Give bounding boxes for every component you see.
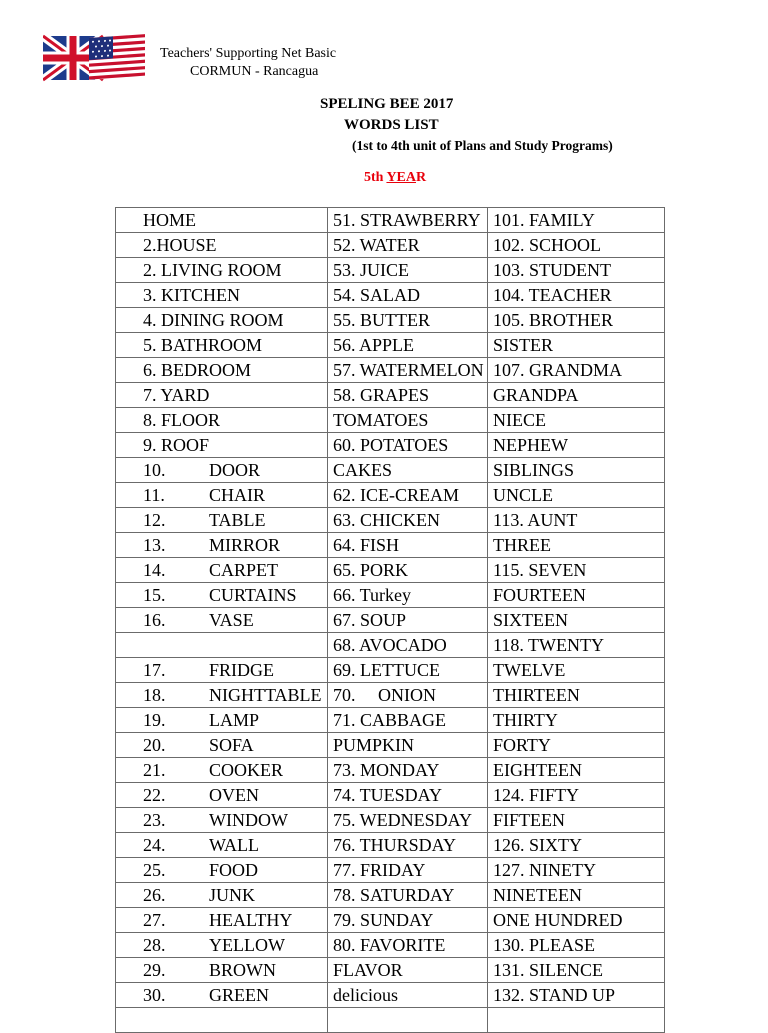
word-cell-col2 <box>328 283 488 308</box>
word-cell-col2 <box>328 808 488 833</box>
word-cell-col2 <box>328 333 488 358</box>
table-row <box>116 383 665 408</box>
word-cell-col3: NINETEEN <box>488 883 665 908</box>
table-row <box>116 833 665 858</box>
word-cell-col1 <box>116 533 328 558</box>
word-number: 15. <box>143 585 166 605</box>
word-cell-col2 <box>328 983 488 1008</box>
word-cell-col3: 101. FAMILY <box>488 208 665 233</box>
table-row <box>116 258 665 283</box>
word-text: 60. POTATOES <box>333 435 449 455</box>
word-number: 30. <box>143 985 166 1005</box>
word-text: 76. THURSDAY <box>333 835 457 855</box>
word-cell-col1 <box>116 833 328 858</box>
word-cell-col2 <box>328 683 488 708</box>
word-number: 25. <box>143 860 166 880</box>
word-cell-col3: THIRTY <box>488 708 665 733</box>
word-text: 77. FRIDAY <box>333 860 426 880</box>
table-row <box>116 283 665 308</box>
org-name-line2: CORMUN - Rancagua <box>190 64 319 79</box>
table-row <box>116 583 665 608</box>
word-number: 12. <box>143 510 166 530</box>
table-row <box>116 1008 665 1033</box>
table-row <box>116 233 665 258</box>
word-cell-col2 <box>328 1008 488 1033</box>
word-text: CHAIR <box>209 485 266 505</box>
word-text: VASE <box>209 610 254 630</box>
word-number: 26. <box>143 885 166 905</box>
word-cell-col1 <box>116 683 328 708</box>
table-row <box>116 858 665 883</box>
word-cell-col1 <box>116 708 328 733</box>
word-cell-col2 <box>328 358 488 383</box>
word-cell-col2 <box>328 433 488 458</box>
table-row <box>116 508 665 533</box>
word-cell-col2 <box>328 458 488 483</box>
word-cell-col1 <box>116 633 328 658</box>
word-text: 64. FISH <box>333 535 400 555</box>
org-name-line1: Teachers' Supporting Net Basic <box>160 46 337 61</box>
word-cell-col3: NEPHEW <box>488 433 665 458</box>
word-cell-col2 <box>328 933 488 958</box>
word-text: 52. WATER <box>333 235 420 255</box>
document-subtitle: WORDS LIST <box>344 117 439 133</box>
word-cell-col2 <box>328 258 488 283</box>
word-text: LAMP <box>209 710 260 730</box>
word-cell-col1 <box>116 808 328 833</box>
word-text: FLAVOR <box>333 960 403 980</box>
word-cell-col1 <box>116 883 328 908</box>
word-cell-col2 <box>328 783 488 808</box>
word-text: WALL <box>209 835 259 855</box>
word-cell-col1: 6. BEDROOM <box>116 358 328 383</box>
word-text: FRIDGE <box>209 660 275 680</box>
word-cell-col1 <box>116 608 328 633</box>
word-cell-col1 <box>116 483 328 508</box>
word-cell-col3: 107. GRANDMA <box>488 358 665 383</box>
word-text: 51. STRAWBERRY <box>333 210 481 230</box>
word-cell-col3: FORTY <box>488 733 665 758</box>
table-row <box>116 683 665 708</box>
word-text: FOOD <box>209 860 259 880</box>
word-cell-col3: SIXTEEN <box>488 608 665 633</box>
word-text: 78. SATURDAY <box>333 885 455 905</box>
word-text: TABLE <box>209 510 266 530</box>
word-cell-col1: 9. ROOF <box>116 433 328 458</box>
table-row <box>116 433 665 458</box>
word-cell-col1: 2.HOUSE <box>116 233 328 258</box>
table-row <box>116 308 665 333</box>
word-cell-col1 <box>116 1008 328 1033</box>
word-cell-col2 <box>328 308 488 333</box>
table-row <box>116 608 665 633</box>
word-number: 14. <box>143 560 166 580</box>
word-number: 16. <box>143 610 166 630</box>
word-cell-col1 <box>116 758 328 783</box>
grade-year-label <box>364 169 426 186</box>
table-row <box>116 908 665 933</box>
table-row <box>116 458 665 483</box>
word-cell-col2 <box>328 608 488 633</box>
word-text: 62. ICE-CREAM <box>333 485 459 505</box>
table-row <box>116 333 665 358</box>
word-cell-col3: 126. SIXTY <box>488 833 665 858</box>
word-number: 11. <box>143 485 165 505</box>
word-text: PUMPKIN <box>333 735 415 755</box>
table-row <box>116 808 665 833</box>
word-text: 53. JUICE <box>333 260 409 280</box>
word-cell-col2 <box>328 708 488 733</box>
document-title: SPELING BEE 2017 <box>320 96 454 112</box>
table-row <box>116 733 665 758</box>
word-cell-col1 <box>116 983 328 1008</box>
word-text: 80. FAVORITE <box>333 935 446 955</box>
word-cell-col1: 3. KITCHEN <box>116 283 328 308</box>
word-number: 23. <box>143 810 166 830</box>
word-cell-col2 <box>328 583 488 608</box>
word-text: CAKES <box>333 460 393 480</box>
word-cell-col1 <box>116 958 328 983</box>
word-cell-col3: 103. STUDENT <box>488 258 665 283</box>
word-cell-col2 <box>328 908 488 933</box>
word-cell-col3: 102. SCHOOL <box>488 233 665 258</box>
word-text: OVEN <box>209 785 259 805</box>
word-cell-col2 <box>328 758 488 783</box>
table-row <box>116 533 665 558</box>
word-text: DOOR <box>209 460 261 480</box>
word-cell-col1 <box>116 458 328 483</box>
word-cell-col1: HOME <box>116 208 328 233</box>
word-number: 19. <box>143 710 166 730</box>
word-number: 28. <box>143 935 166 955</box>
table-row <box>116 658 665 683</box>
word-cell-col2 <box>328 858 488 883</box>
word-text: WINDOW <box>209 810 288 830</box>
table-row <box>116 783 665 808</box>
word-cell-col2 <box>328 483 488 508</box>
grade-year-underlined: YEA <box>386 170 416 185</box>
word-number: 13. <box>143 535 166 555</box>
word-cell-col3: ONE HUNDRED <box>488 908 665 933</box>
word-number: 20. <box>143 735 166 755</box>
word-text: GREEN <box>209 985 269 1005</box>
table-row <box>116 633 665 658</box>
word-cell-col1 <box>116 908 328 933</box>
word-text: 57. WATERMELON <box>333 360 484 380</box>
word-cell-col1: 7. YARD <box>116 383 328 408</box>
word-cell-col1 <box>116 783 328 808</box>
table-row <box>116 483 665 508</box>
word-cell-col1 <box>116 933 328 958</box>
word-cell-col1: 4. DINING ROOM <box>116 308 328 333</box>
word-text: MIRROR <box>209 535 281 555</box>
word-text: 54. SALAD <box>333 285 421 305</box>
word-text: 67. SOUP <box>333 610 407 630</box>
word-text: 58. GRAPES <box>333 385 430 405</box>
table-row <box>116 408 665 433</box>
word-cell-col2 <box>328 883 488 908</box>
word-cell-col2 <box>328 233 488 258</box>
word-text: 70. ONION <box>333 685 436 705</box>
word-text: HEALTHY <box>209 910 293 930</box>
word-number: 27. <box>143 910 166 930</box>
word-cell-col2 <box>328 558 488 583</box>
word-cell-col1 <box>116 658 328 683</box>
word-cell-col3 <box>488 1008 665 1033</box>
word-cell-col3: FOURTEEN <box>488 583 665 608</box>
word-cell-col3: 131. SILENCE <box>488 958 665 983</box>
word-text: 71. CABBAGE <box>333 710 447 730</box>
word-text: 74. TUESDAY <box>333 785 443 805</box>
word-cell-col2 <box>328 633 488 658</box>
word-cell-col1: 5. BATHROOM <box>116 333 328 358</box>
word-number: 22. <box>143 785 166 805</box>
word-text: 68. AVOCADO <box>333 635 447 655</box>
grade-year-prefix: 5th <box>364 170 387 185</box>
word-text: JUNK <box>209 885 256 905</box>
word-text: NIGHTTABLE <box>209 685 322 705</box>
word-cell-col3: NIECE <box>488 408 665 433</box>
word-text: 79. SUNDAY <box>333 910 434 930</box>
word-cell-col2 <box>328 658 488 683</box>
word-cell-col2 <box>328 383 488 408</box>
word-cell-col1 <box>116 858 328 883</box>
word-cell-col1: 2. LIVING ROOM <box>116 258 328 283</box>
word-cell-col3: 105. BROTHER <box>488 308 665 333</box>
word-text: 56. APPLE <box>333 335 415 355</box>
word-text: 73. MONDAY <box>333 760 440 780</box>
word-cell-col3: 132. STAND UP <box>488 983 665 1008</box>
word-cell-col3: 130. PLEASE <box>488 933 665 958</box>
word-text: 75. WEDNESDAY <box>333 810 473 830</box>
word-cell-col3: SIBLINGS <box>488 458 665 483</box>
word-cell-col3: TWELVE <box>488 658 665 683</box>
table-row <box>116 958 665 983</box>
word-number: 24. <box>143 835 166 855</box>
word-text: 55. BUTTER <box>333 310 430 330</box>
word-cell-col3: FIFTEEN <box>488 808 665 833</box>
word-cell-col1 <box>116 733 328 758</box>
table-row <box>116 883 665 908</box>
word-text: COOKER <box>209 760 284 780</box>
word-cell-col3: THIRTEEN <box>488 683 665 708</box>
table-row <box>116 358 665 383</box>
word-number: 18. <box>143 685 166 705</box>
word-cell-col1 <box>116 508 328 533</box>
table-row <box>116 758 665 783</box>
word-cell-col2 <box>328 508 488 533</box>
table-row <box>116 558 665 583</box>
word-text: 63. CHICKEN <box>333 510 440 530</box>
word-text: CARPET <box>209 560 279 580</box>
word-number: 29. <box>143 960 166 980</box>
word-cell-col3: THREE <box>488 533 665 558</box>
word-number: 10. <box>143 460 166 480</box>
word-cell-col3: SISTER <box>488 333 665 358</box>
word-cell-col2 <box>328 833 488 858</box>
word-cell-col2 <box>328 533 488 558</box>
word-text: YELLOW <box>209 935 285 955</box>
word-cell-col3: 113. AUNT <box>488 508 665 533</box>
table-row <box>116 208 665 233</box>
word-text: delicious <box>333 985 398 1005</box>
table-row <box>116 983 665 1008</box>
word-number: 21. <box>143 760 166 780</box>
word-cell-col3: 118. TWENTY <box>488 633 665 658</box>
word-text: 65. PORK <box>333 560 409 580</box>
word-cell-col3: 124. FIFTY <box>488 783 665 808</box>
grade-year-suffix: R <box>416 170 427 185</box>
word-cell-col2 <box>328 408 488 433</box>
table-row <box>116 933 665 958</box>
word-cell-col1: 8. FLOOR <box>116 408 328 433</box>
word-text: SOFA <box>209 735 254 755</box>
word-cell-col3: GRANDPA <box>488 383 665 408</box>
word-cell-col3: EIGHTEEN <box>488 758 665 783</box>
word-text: BROWN <box>209 960 276 980</box>
word-text: 66. Turkey <box>333 585 412 605</box>
word-cell-col2 <box>328 208 488 233</box>
word-cell-col3: UNCLE <box>488 483 665 508</box>
table-row <box>116 708 665 733</box>
word-number: 17. <box>143 660 166 680</box>
word-text: CURTAINS <box>209 585 297 605</box>
flags-logo-icon <box>43 32 147 86</box>
word-cell-col2 <box>328 958 488 983</box>
word-cell-col1 <box>116 583 328 608</box>
document-scope: (1st to 4th unit of Plans and Study Programs) <box>352 138 613 153</box>
word-cell-col3: 104. TEACHER <box>488 283 665 308</box>
word-cell-col3: 127. NINETY <box>488 858 665 883</box>
word-text: 69. LETTUCE <box>333 660 440 680</box>
word-cell-col1 <box>116 558 328 583</box>
word-cell-col3: 115. SEVEN <box>488 558 665 583</box>
word-text: TOMATOES <box>333 410 429 430</box>
word-cell-col2 <box>328 733 488 758</box>
words-table <box>115 207 665 1033</box>
